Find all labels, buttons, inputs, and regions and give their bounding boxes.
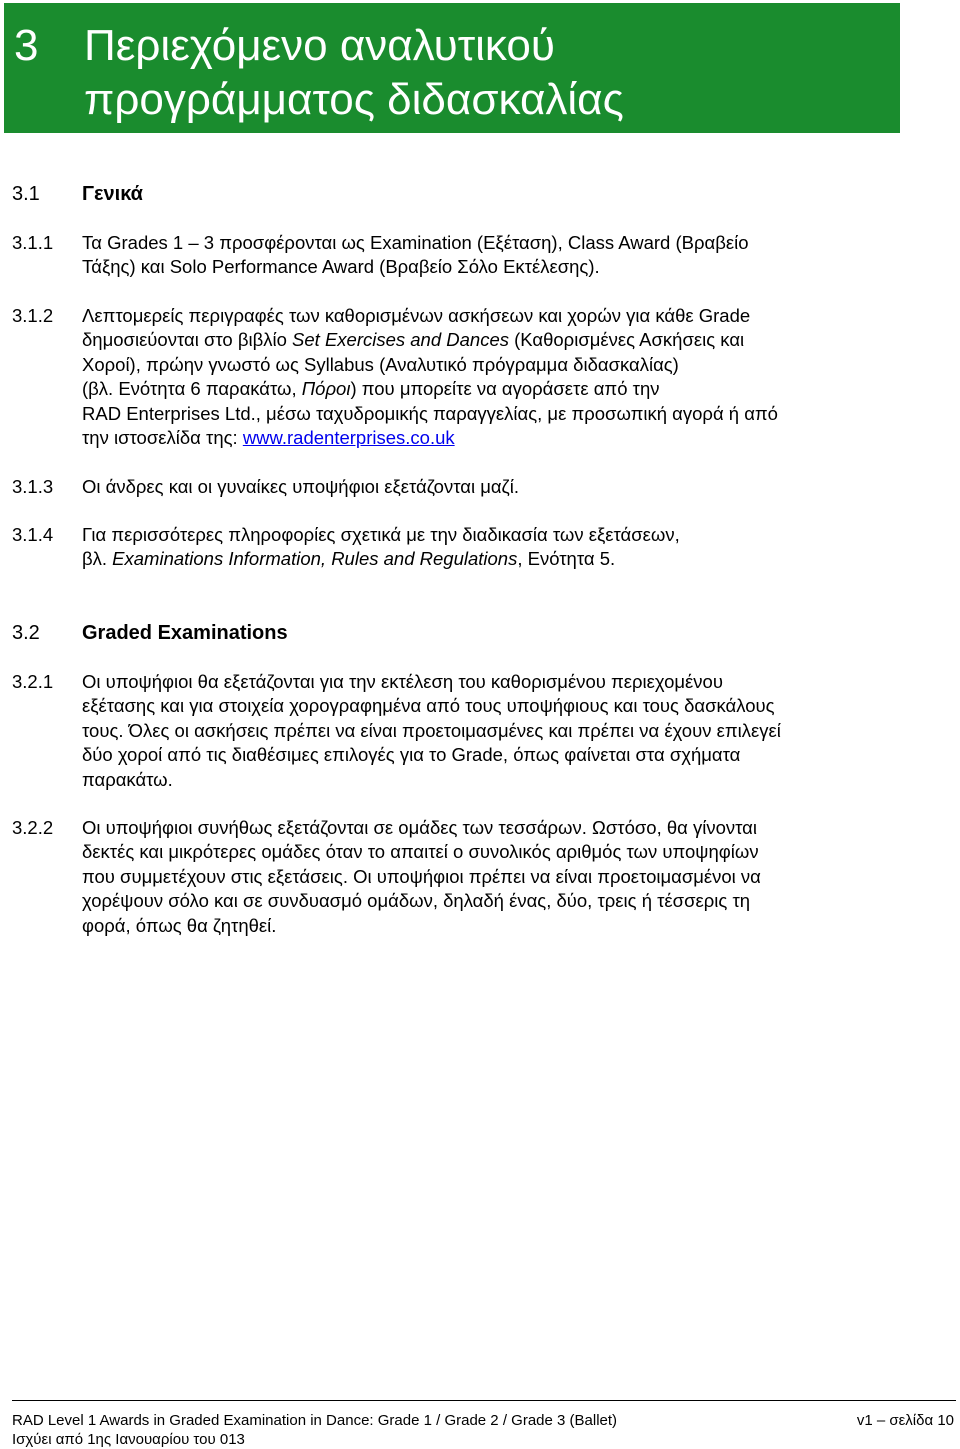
text-line: Οι υποψήφιοι θα εξετάζονται για την εκτέλεση του καθορισμένου περιεχομένου bbox=[82, 671, 723, 692]
text-line bbox=[82, 426, 892, 450]
website-link[interactable]: www.radenterprises.co.uk bbox=[242, 427, 455, 449]
text-line: δύο χοροί από τις διαθέσιμες επιλογές για το Grade, όπως φαίνεται στα σχήματα bbox=[82, 744, 741, 766]
text-line bbox=[82, 328, 892, 352]
text-line: φορά, όπως θα ζητηθεί. bbox=[82, 914, 277, 936]
text-run: (Καθορισμένες Ασκήσεις και bbox=[509, 329, 745, 351]
footer-validity: Ισχύει από 1ης Ιανουαρίου του 013 bbox=[12, 1431, 245, 1448]
text-line: δεκτές και μικρότερες ομάδες όταν το απαιτεί ο συνολικός αριθμός των υποψηφίων bbox=[82, 841, 759, 863]
chapter-banner bbox=[4, 3, 900, 133]
paragraph-number: 3.1.1 bbox=[12, 232, 54, 253]
chapter-title-line-1: Περιεχόμενο αναλυτικού bbox=[84, 21, 555, 70]
text-line: RAD Enterprises Ltd., μέσω ταχυδρομικής παραγγελίας, με προσωπική αγορά ή από bbox=[82, 402, 778, 424]
book-title: Set Exercises and Dances bbox=[292, 329, 509, 351]
text-line: Τάξης) και Solo Performance Award (Βραβείο Σόλο Εκτέλεσης). bbox=[82, 256, 600, 278]
text-line: Λεπτομερείς περιγραφές των καθορισμένων ασκήσεων και χορών για κάθε Grade bbox=[82, 305, 751, 326]
chapter-number: 3 bbox=[14, 21, 39, 70]
footer-document-title: RAD Level 1 Awards in Graded Examination in Dance: Grade 1 / Grade 2 / Grade 3 (Ballet) bbox=[12, 1412, 618, 1429]
chapter-title-line-2: προγράμματος διδασκαλίας bbox=[84, 75, 624, 124]
section-number: 3.2 bbox=[12, 622, 40, 644]
footer-page-number: v1 – σελίδα 10 bbox=[856, 1412, 954, 1429]
paragraph-body bbox=[82, 816, 892, 938]
footer-left bbox=[12, 1411, 617, 1449]
paragraph-number: 3.1.3 bbox=[12, 476, 54, 497]
text-line bbox=[82, 547, 892, 571]
text-line: Τα Grades 1 – 3 προσφέρονται ως Examination (Εξέταση), Class Award (Βραβείο bbox=[82, 232, 749, 253]
paragraph-body bbox=[82, 475, 892, 499]
text-run: ) που μπορείτε να αγοράσετε από την bbox=[350, 378, 660, 400]
section-reference: Πόροι bbox=[301, 378, 351, 400]
paragraph-body bbox=[82, 304, 892, 450]
document-title: Examinations Information, Rules and Regulations bbox=[112, 548, 518, 570]
text-line: χορέψουν σόλο και σε συνδυασμό ομάδων, δηλαδή ένας, δύο, τρεις ή τέσσερις τη bbox=[82, 890, 751, 912]
paragraph-body bbox=[82, 523, 892, 572]
text-run: (βλ. Ενότητα 6 παρακάτω, bbox=[82, 378, 302, 400]
text-line bbox=[82, 377, 892, 401]
text-line: Χοροί), πρώην γνωστό ως Syllabus (Αναλυτικό πρόγραμμα διδασκαλίας) bbox=[82, 353, 679, 375]
text-line: Οι άνδρες και οι γυναίκες υποψήφιοι εξετάζονται μαζί. bbox=[82, 476, 519, 497]
paragraph-body bbox=[82, 670, 892, 792]
text-line: Οι υποψήφιοι συνήθως εξετάζονται σε ομάδες των τεσσάρων. Ωστόσο, θα γίνονται bbox=[82, 817, 757, 838]
text-run: βλ. bbox=[82, 548, 113, 570]
section-title: Γενικά bbox=[82, 183, 143, 205]
text-run: δημοσιεύονται στο βιβλίο bbox=[82, 329, 293, 351]
paragraph-number: 3.1.2 bbox=[12, 305, 54, 326]
text-line: τους. Όλες οι ασκήσεις πρέπει να είναι προετοιμασμένες και πρέπει να έχουν επιλεγεί bbox=[82, 719, 781, 741]
paragraph-body bbox=[82, 231, 892, 280]
text-run: , Ενότητα 5. bbox=[517, 548, 616, 570]
chapter-title bbox=[84, 19, 884, 127]
text-line: παρακάτω. bbox=[82, 768, 173, 790]
footer-divider bbox=[12, 1400, 956, 1401]
paragraph-number: 3.2.2 bbox=[12, 817, 54, 838]
text-line: που συμμετέχουν στις εξετάσεις. Οι υποψήφιοι πρέπει να είναι προετοιμασμένοι να bbox=[82, 865, 761, 887]
paragraph-number: 3.2.1 bbox=[12, 671, 54, 692]
text-line: Για περισσότερες πληροφορίες σχετικά με την διαδικασία των εξετάσεων, bbox=[82, 524, 680, 545]
paragraph-number: 3.1.4 bbox=[12, 524, 54, 545]
text-run: την ιστοσελίδα της: bbox=[82, 427, 243, 449]
section-title: Graded Examinations bbox=[82, 622, 288, 644]
text-line: εξέτασης και για στοιχεία χορογραφημένα από τους υποψήφιους και τους δασκάλους bbox=[82, 695, 775, 717]
section-number: 3.1 bbox=[12, 183, 40, 205]
